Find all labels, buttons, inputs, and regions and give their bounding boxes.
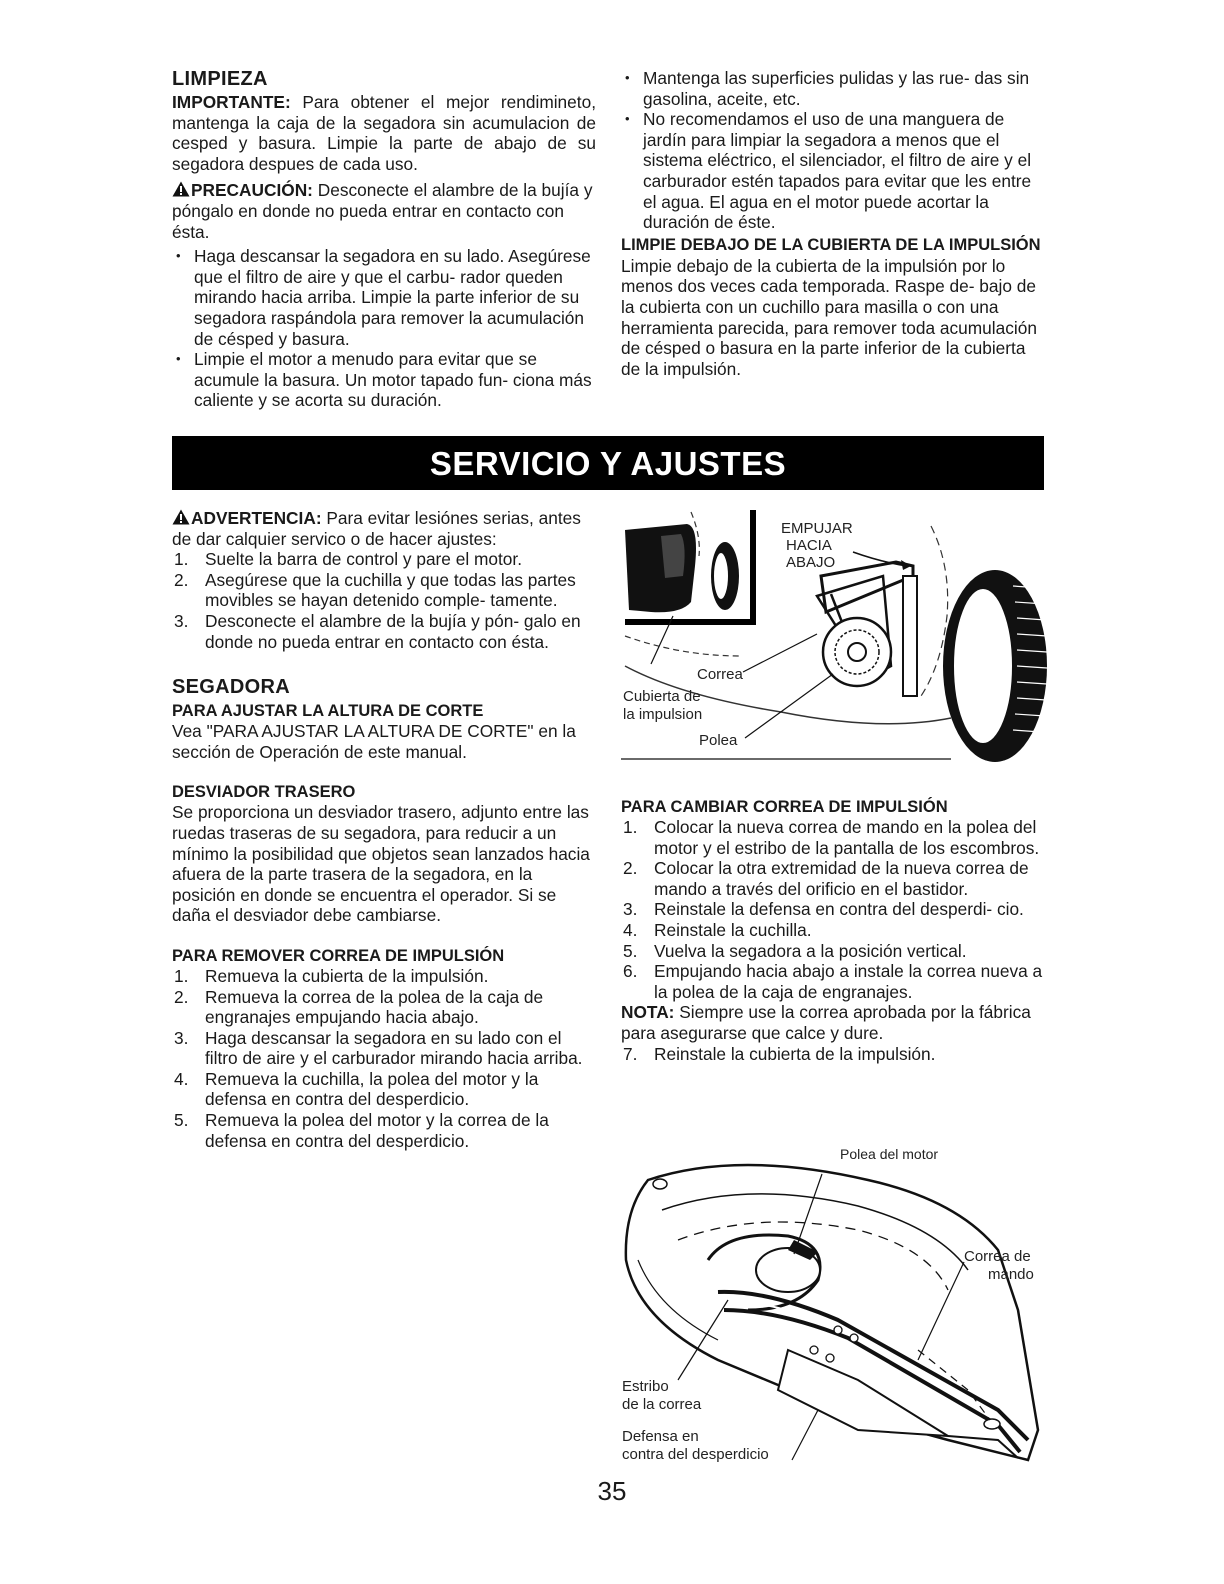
list-item <box>172 966 592 987</box>
list-item <box>172 987 592 1028</box>
advertencia-label: ADVERTENCIA: <box>191 508 322 528</box>
importante-paragraph <box>172 92 596 174</box>
defensa-label-line1: Defensa en <box>622 1428 699 1445</box>
precaucion-paragraph <box>172 180 596 242</box>
precaucion-text: Desconecte el alambre de la bujía y póngalo en donde no pueda entrar en contacto con ésta. <box>172 180 593 242</box>
importante-label: IMPORTANTE: <box>172 92 291 112</box>
correa-label: Correa <box>697 666 743 683</box>
limpieza-bullets <box>172 246 596 411</box>
importante-text: Para obtener el mejor rendimineto, mantenga la caja de la segadora sin acumulacion de cesped y basura. Limpie la parte de abajo de su segadora despues de cada uso. <box>172 92 596 174</box>
step-text: Reinstale la cuchilla. <box>654 919 812 940</box>
altura-heading: PARA AJUSTAR LA ALTURA DE CORTE <box>172 702 484 721</box>
list-item: • No recomendamos el uso de una manguera de jardín para limpiar la segadora a menos que el sistema eléctrico, el silenciador, el filtro de aire y el carburador estén tapados para evitar que les entre el agua. El agua en el motor puede acortar la duración de éste. <box>621 109 1048 233</box>
cambiar-section <box>621 797 1048 1064</box>
estribo-label-line2: de la correa <box>622 1396 702 1413</box>
segadora-heading: SEGADORA <box>172 676 290 699</box>
list-item: • Haga descansar la segadora en su lado. Asegúrese que el filtro de aire y que el carbu- rador queden mirando hacia arriba. Limpie la parte inferior de su segadora raspándola para remover la acumulación de césped y basura. <box>172 246 596 349</box>
list-item <box>621 961 1048 1002</box>
warning-triangle-icon <box>172 181 190 197</box>
step-number: 5. <box>623 940 638 961</box>
cubierta-label-line2: la impulsion <box>623 706 703 723</box>
empujar-label: EMPUJAR <box>781 520 853 537</box>
estribo-label-line1: Estribo <box>622 1378 669 1395</box>
limpieza-heading: LIMPIEZA <box>172 68 268 90</box>
cambiar-steps <box>621 817 1048 1002</box>
list-item <box>172 1028 592 1069</box>
list-item <box>621 899 1048 920</box>
step-number: 3. <box>174 610 189 631</box>
step-number: 2. <box>623 858 638 879</box>
step-number: 1. <box>623 817 638 837</box>
drive-belt-figure <box>621 506 1051 772</box>
precaucion-label: PRECAUCIÓN: <box>191 180 313 201</box>
step-text: Colocar la otra extremidad de la nueva correa de mando a través del orificio en el bastidor. <box>654 858 1029 899</box>
nota-label: NOTA: <box>621 1002 675 1023</box>
cubierta-label-line1: Cubierta de <box>623 688 701 705</box>
remover-heading: PARA REMOVER CORREA DE IMPULSIÓN <box>172 946 505 965</box>
desviador-heading: DESVIADOR TRASERO <box>172 783 356 802</box>
advertencia-steps <box>172 549 592 652</box>
abajo-label: ABAJO <box>786 554 836 571</box>
right-top-bullets <box>621 68 1048 233</box>
belt-routing-illustration <box>618 1140 1048 1470</box>
step-number: 4. <box>623 919 638 940</box>
step-number: 4. <box>174 1068 189 1089</box>
list-item <box>172 1110 592 1151</box>
remover-steps <box>172 966 592 1151</box>
step-text: Colocar la nueva correa de mando en la polea del motor y el estribo de la pantalla de los escombros. <box>654 817 1040 858</box>
limpieza-section <box>172 68 596 411</box>
step-number: 3. <box>174 1027 189 1048</box>
polea-label: Polea <box>699 732 738 749</box>
limpie-heading: LIMPIE DEBAJO DE LA CUBIERTA DE LA IMPULSIÓN <box>621 235 1041 254</box>
step-number: 6. <box>623 961 638 982</box>
list-item: • Limpie el motor a menudo para evitar que se acumule la basura. Un motor tapado fun- ciona más caliente y se acorta su duración. <box>172 349 596 411</box>
list-item <box>172 570 592 611</box>
step-text: Suelte la barra de control y pare el motor. <box>205 549 522 570</box>
step-text: Reinstale la defensa en contra del desperdi- cio. <box>654 899 1024 920</box>
step-number: 1. <box>174 965 189 986</box>
advertencia-text: Para evitar lesiónes serias, antes de dar calquier servico o de hacer ajustes: <box>172 508 581 549</box>
advertencia-section <box>172 508 592 1151</box>
step-number: 5. <box>174 1110 189 1131</box>
list-item <box>172 611 592 652</box>
drive-belt-illustration <box>621 506 1051 772</box>
desviador-paragraph: Se proporciona un desviador trasero, adjunto entre las ruedas traseras de su segadora, para reducir a un mínimo la posibilidad que objetos sean lanzados hacia afuera de la parte trasera de la segadora, en la posición en donde se encuentra el operador. Si se daña el desviador debe cambiarse. <box>172 802 590 926</box>
correa-mando-label-line2: mando <box>988 1266 1034 1283</box>
cambiar-heading: PARA CAMBIAR CORREA DE IMPULSIÓN <box>621 798 948 816</box>
step-text: Remueva la cubierta de la impulsión. <box>205 965 489 986</box>
list-item <box>172 1069 592 1110</box>
nota-text: Siempre use la correa aprobada por la fábrica para asegurarse que calce y dure. <box>621 1002 1031 1043</box>
step-text: Remueva la cuchilla, la polea del motor y la defensa en contra del desperdicio. <box>205 1068 539 1110</box>
list-item <box>621 858 1048 899</box>
belt-routing-figure <box>618 1140 1048 1470</box>
step-text: Remueva la polea del motor y la correa de la defensa en contra del desperdicio. <box>205 1110 549 1151</box>
altura-paragraph: Vea "PARA AJUSTAR LA ALTURA DE CORTE" en la sección de Operación de este manual. <box>172 721 576 762</box>
list-item <box>621 1044 1048 1065</box>
step-text: Haga descansar la segadora en su lado con el filtro de aire y el carburador mirando hacia arriba. <box>205 1027 583 1069</box>
list-item: • Mantenga las superficies pulidas y las rue- das sin gasolina, aceite, etc. <box>621 68 1048 109</box>
nota-paragraph <box>621 1002 1048 1043</box>
polea-motor-label: Polea del motor <box>840 1146 939 1162</box>
step-text: Reinstale la cubierta de la impulsión. <box>654 1043 936 1064</box>
step-number: 7. <box>623 1043 638 1064</box>
defensa-label-line2: contra del desperdicio <box>622 1446 769 1463</box>
step-text: Empujando hacia abajo a instale la correa nueva a la polea de la caja de engranajes. <box>654 961 1043 1002</box>
warning-triangle-icon <box>172 509 190 525</box>
step-text: Desconecte el alambre de la bujía y pón- galo en donde no pueda entrar en contacto con ésta. <box>205 610 581 652</box>
step-text: Vuelva la segadora a la posición vertical. <box>654 940 967 961</box>
step-number: 2. <box>174 569 189 590</box>
page-number: 35 <box>597 1476 627 1506</box>
step-number: 2. <box>174 986 189 1007</box>
right-top-section <box>621 68 1048 379</box>
hacia-label: HACIA <box>786 537 832 554</box>
step-text: Asegúrese que la cuchilla y que todas las partes movibles se hayan detenido comple- tamente. <box>205 569 576 611</box>
cambiar-step-7 <box>621 1044 1048 1065</box>
list-item <box>621 817 1048 858</box>
list-item <box>621 920 1048 941</box>
correa-mando-label-line1: Correa de <box>964 1248 1031 1265</box>
step-number: 1. <box>174 549 189 570</box>
step-number: 3. <box>623 899 638 920</box>
list-item <box>621 941 1048 962</box>
step-text: Remueva la correa de la polea de la caja de engranajes empujando hacia abajo. <box>205 986 544 1028</box>
list-item <box>172 549 592 570</box>
section-banner: SERVICIO Y AJUSTES <box>172 436 1044 490</box>
advertencia-paragraph <box>172 508 592 549</box>
limpie-paragraph: Limpie debajo de la cubierta de la impulsión por lo menos dos veces cada temporada. Raspe de- bajo de la cubierta con un cuchillo para masilla o con una herramienta parecida, para remover toda acumulación de césped o basura en la parte inferior de la cubierta de la impulsión. <box>621 255 1037 379</box>
